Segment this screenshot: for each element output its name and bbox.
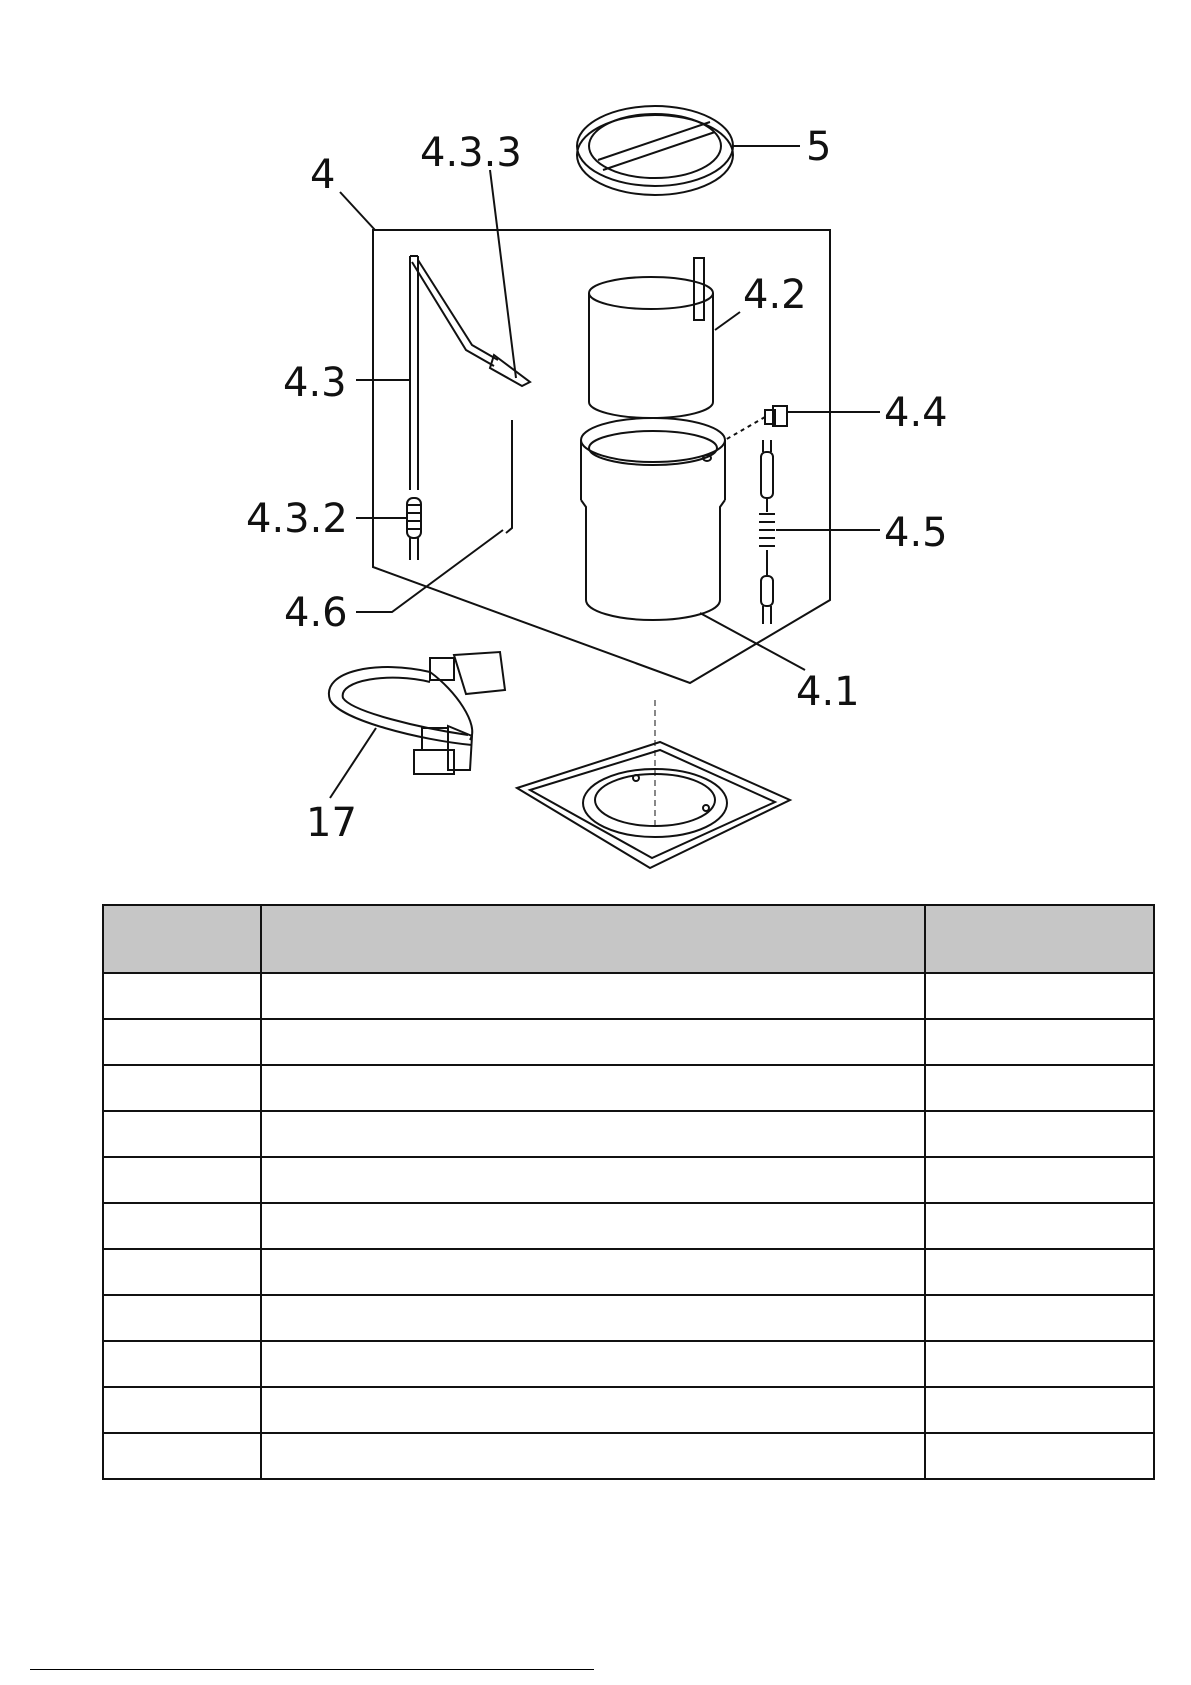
- base-plate-part: [517, 700, 790, 868]
- heater-coil-part: [759, 440, 775, 624]
- table-row: [103, 1019, 1154, 1065]
- label-4-1: 4.1: [796, 669, 860, 715]
- table-cell: [925, 1111, 1154, 1157]
- header-cell-1: [103, 905, 261, 973]
- table-cell: [261, 1295, 925, 1341]
- inner-cylinder-part: [589, 258, 713, 418]
- table-cell: [261, 1203, 925, 1249]
- label-4-3-2: 4.3.2: [246, 496, 348, 542]
- lid-part: [577, 106, 733, 195]
- table-cell: [103, 1157, 261, 1203]
- label-4-5: 4.5: [884, 510, 948, 556]
- table-cell: [103, 1111, 261, 1157]
- label-5: 5: [806, 124, 832, 170]
- table-cell: [103, 1203, 261, 1249]
- label-4-3-3: 4.3.3: [420, 130, 522, 176]
- table-row: [103, 1387, 1154, 1433]
- footer-rule: [30, 1669, 594, 1670]
- table-row: [103, 1157, 1154, 1203]
- table-row: [103, 1203, 1154, 1249]
- table-cell: [103, 1341, 261, 1387]
- table-row: [103, 1249, 1154, 1295]
- table-row: [103, 1341, 1154, 1387]
- label-4-6: 4.6: [284, 590, 348, 636]
- power-cord-part: [329, 652, 505, 774]
- table-cell: [261, 1019, 925, 1065]
- table-cell: [103, 1387, 261, 1433]
- table-cell: [261, 973, 925, 1019]
- table-cell: [925, 1249, 1154, 1295]
- table-cell: [103, 973, 261, 1019]
- table-row: [103, 973, 1154, 1019]
- table-cell: [261, 1249, 925, 1295]
- table-cell: [925, 1065, 1154, 1111]
- table-cell: [925, 1387, 1154, 1433]
- table-cell: [103, 1249, 261, 1295]
- table-row: [103, 1433, 1154, 1479]
- table-cell: [261, 1111, 925, 1157]
- table-cell: [261, 1065, 925, 1111]
- label-17: 17: [306, 800, 357, 846]
- table-cell: [925, 1433, 1154, 1479]
- table-cell: [103, 1433, 261, 1479]
- table-cell: [103, 1065, 261, 1111]
- table-header-row: [103, 905, 1154, 973]
- header-cell-3: [925, 905, 1154, 973]
- table-cell: [925, 1203, 1154, 1249]
- table-cell: [261, 1387, 925, 1433]
- table-cell: [925, 973, 1154, 1019]
- connector-part: [407, 498, 421, 560]
- table-cell: [261, 1341, 925, 1387]
- table-cell: [925, 1157, 1154, 1203]
- table-cell: [925, 1019, 1154, 1065]
- table-row: [103, 1111, 1154, 1157]
- parts-table: [102, 904, 1155, 1480]
- table-cell: [925, 1295, 1154, 1341]
- label-4-3: 4.3: [283, 360, 347, 406]
- fitting-part: [725, 406, 787, 440]
- header-cell-2: [261, 905, 925, 973]
- label-4: 4: [310, 152, 336, 198]
- outer-cylinder-part: [581, 418, 725, 620]
- table-cell: [103, 1295, 261, 1341]
- table-cell: [261, 1433, 925, 1479]
- table-row: [103, 1065, 1154, 1111]
- table-cell: [261, 1157, 925, 1203]
- table-cell: [103, 1019, 261, 1065]
- table-row: [103, 1295, 1154, 1341]
- label-4-4: 4.4: [884, 390, 948, 436]
- wire-part: [506, 420, 512, 533]
- label-4-2: 4.2: [743, 272, 807, 318]
- table-cell: [925, 1341, 1154, 1387]
